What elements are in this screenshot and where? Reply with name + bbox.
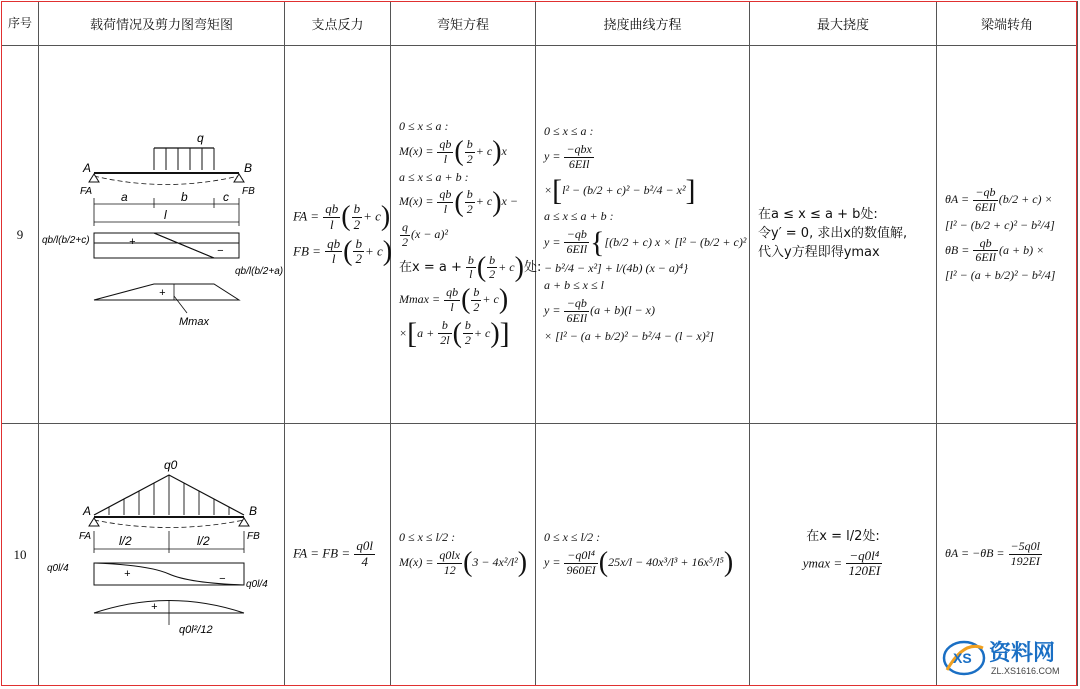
deflection-range-2: a ≤ x ≤ a + b :: [544, 208, 614, 223]
row-index: 9: [2, 46, 39, 424]
label-b-node: B: [249, 503, 258, 518]
moment-range-2: a ≤ x ≤ a + b :: [399, 169, 469, 184]
deflection-eq: y = $\frac{\text{−q0l⁴}}{960EI}$ (25x/l − 40x³/l³ + 16x⁵/l⁵): [544, 547, 734, 579]
moment-range-1: 0 ≤ x ≤ a :: [399, 119, 449, 134]
label-q0: q0: [164, 457, 178, 472]
theta-a-2: [l² − (b/2 + c)² − b²/4]: [945, 217, 1055, 232]
max-deflection-line-1: 在a ≤ x ≤ a + b处:: [758, 207, 878, 223]
label-half-right: l/2: [197, 533, 210, 548]
fb-formula: FB = $\frac{qb}{l}$ ( $\frac{b}{2}$ + c): [293, 235, 393, 267]
shear-right-label: q0l/4: [246, 578, 268, 590]
deflection-eq-2: y = −qb 6EIl {[(b/2 + c) x × [l² − (b/2 + c)²: [544, 225, 747, 259]
shear-minus: −: [217, 244, 224, 257]
moment-plus: +: [151, 600, 158, 613]
label-c: c: [223, 189, 229, 204]
header-loading: 载荷情况及剪力图弯矩图: [39, 2, 285, 46]
label-fb: FB: [242, 185, 255, 197]
moment-range: 0 ≤ x ≤ l/2 :: [399, 530, 456, 545]
deflection-range-3: a + b ≤ x ≤ l: [544, 278, 604, 293]
shear-left-label: q0l/4: [47, 562, 69, 574]
shear-minus: −: [219, 572, 226, 585]
label-a-node: A: [83, 160, 92, 175]
svg-text:XS: XS: [953, 650, 972, 666]
label-b: b: [181, 189, 188, 204]
watermark: [939, 630, 1074, 685]
label-fa: FA: [79, 530, 92, 542]
theta-b-2: [l² − (a + b/2)² − b²/4]: [945, 268, 1056, 283]
shear-plus: +: [129, 235, 136, 248]
red-frame: [1, 1, 1077, 686]
label-half-left: l/2: [119, 533, 132, 548]
deflection-eq-3b: × [l² − (a + b/2)² − b²/4 − (l − x)²]: [544, 328, 714, 343]
moment-eq-2: M(x) = $\frac{qb}{l}$ ( $\frac{b}{2}$ + c)x −: [399, 186, 518, 218]
label-a: a: [121, 189, 128, 204]
moment-at: 在x = a + $\frac{b}{l}$ ( $\frac{b}{2}$ + c)处:: [399, 251, 542, 283]
label-mmax: q0l²/12: [179, 623, 213, 636]
deflection-range-1: 0 ≤ x ≤ a :: [544, 124, 594, 139]
label-fb: FB: [247, 530, 260, 542]
header-end-rotation: 梁端转角: [937, 2, 1078, 46]
deflection-eq-3: y = −qb 6EIl (a + b)(l − x): [544, 296, 655, 325]
theta-b: θB = qb 6EIl (a + b) ×: [945, 235, 1045, 265]
header-moment: 弯矩方程: [391, 2, 536, 46]
max-deflection-line-3: 代入y方程即得ymax: [758, 244, 880, 260]
deflection-eq-1: y = −qbx 6EIl: [544, 142, 592, 171]
theta-a: θA = −qb 6EIl (b/2 + c) ×: [945, 185, 1053, 214]
moment-eq-1: M(x) = $\frac{qb}{l}$ ( $\frac{b}{2}$ + c)x: [399, 136, 507, 168]
max-deflection-eq: ymax = $\frac{\text{−q0l⁴}}{120EI}$: [802, 547, 881, 579]
header-max-deflection: 最大挠度: [750, 2, 937, 46]
deflection-eq-1b: ×[l² − (b/2 + c)² − b²/4 − x²]: [544, 173, 696, 207]
reaction-formula: FA = FB = $\frac{q0l}{4}$: [293, 538, 374, 569]
moment-max-2: ×[a + $\frac{b}{2l}$ ( $\frac{b}{2}$ + c)]: [399, 316, 510, 350]
label-a-node: A: [83, 503, 92, 518]
label-mmax: Mmax: [179, 315, 209, 328]
label-b-node: B: [244, 160, 253, 175]
moment-eq-2b: $\frac{q}{2}$ (x − a)²: [402, 220, 449, 249]
row-index: 10: [2, 424, 39, 686]
moment-eq: M(x) = $\frac{q0lx}{12}$ (3 − 4x²/l²): [399, 547, 528, 579]
theta-eq: θA = −θB = $\frac{-5q0l}{192EI}$: [945, 539, 1040, 568]
deflection-range: 0 ≤ x ≤ l/2 :: [544, 530, 601, 545]
label-l: l: [164, 207, 167, 222]
moment-max: Mmax = $\frac{qb}{l}$ ( $\frac{b}{2}$ + c): [399, 284, 509, 316]
watermark-brand: 资料网: [989, 641, 1056, 666]
watermark-site: ZL.XS1616.COM: [991, 666, 1060, 676]
max-deflection-line-2: 令y′ = 0, 求出x的数值解,: [758, 226, 908, 242]
label-q: q: [197, 130, 204, 145]
fa-formula: FA = $\frac{qb}{l}$ ( $\frac{b}{2}$ + c): [293, 200, 391, 233]
header-reaction: 支点反力: [285, 2, 391, 46]
deflection-eq-2b: − b²/4 − x²] + l/(4b) (x − a)⁴}: [544, 260, 688, 275]
label-fa: FA: [80, 185, 93, 197]
shear-left-label: qb/l(b/2+c): [42, 234, 90, 246]
shear-right-label: qb/l(b/2+a): [235, 265, 284, 277]
header-index: 序号: [2, 2, 39, 46]
max-deflection-line-1: 在x = l/2处:: [806, 528, 880, 544]
moment-plus: +: [159, 286, 166, 299]
shear-plus: +: [124, 567, 131, 580]
header-deflection: 挠度曲线方程: [536, 2, 750, 46]
